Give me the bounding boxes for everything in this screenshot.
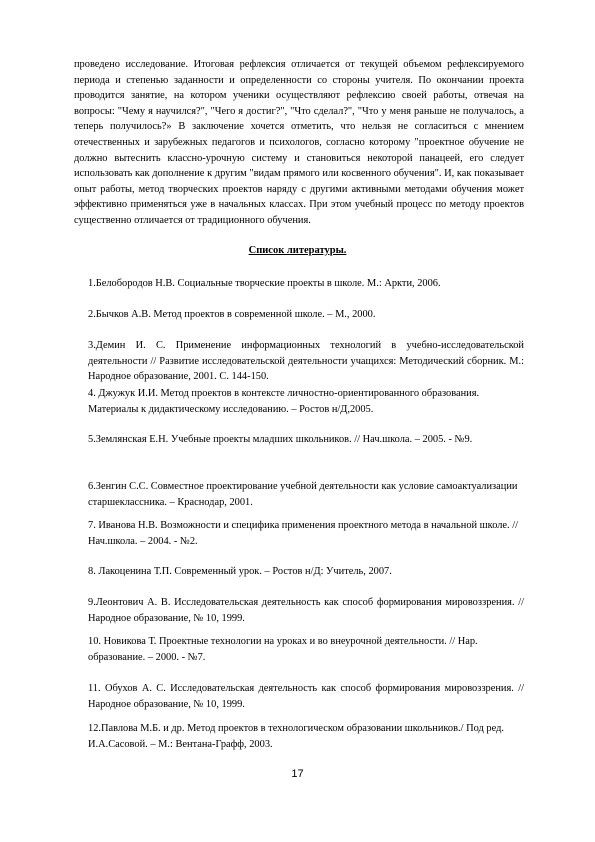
reference-item: 4. Джужук И.И. Метод проектов в контексте личностно-ориентированного образования. Материалы к дидактическому исследованию. – Ростов н/Д,2005.	[88, 388, 480, 415]
references-heading: Список литературы.	[248, 245, 347, 256]
reference-item: 10. Новикова Т. Проектные технологии на уроках и во внеурочной деятельности. // Нар. образование. – 2000. - №7.	[88, 636, 478, 663]
page-number: 17	[291, 768, 304, 780]
reference-item: 3.Демин И. С. Применение информационных технологий в учебно-исследовательской деятельности // Развитие исследовательской деятельности учащихся: Методический сборник. М.: Народное образование, 2001. С. 144-150.	[88, 340, 524, 382]
reference-item: 7. Иванова Н.В. Возможности и специфика применения проектного метода в начальной школе. // Нач.школа. – 2004. - №2.	[88, 520, 519, 547]
body-paragraph: проведено исследование. Итоговая рефлексия отличается от текущей объемом рефлексируемого периода и степенью заданности и определенности со стороны учителя. По окончании проекта проводится занятие, на котором ученики осуществляют рефлексию своей работы, отвечая на вопросы: "Чему я научился?", "Чего я достиг?", "Что сделал?", "Что у меня раньше не получалось, а теперь получилось?» В заключение хочется отметить, что нельзя не согласиться с мнением отечественных и зарубежных педагогов и психологов, согласно которому "проектное обучение не должно вытеснить классно-урочную систему и становиться некоторой панацеей, его следует использовать как дополнение к другим "видам прямого или косвенного обучения". И, как показывает опыт работы, метод творческих проектов наряду с другими активными методами обучения может эффективно применяться уже в начальных классах. При этом учебный процесс по методу проектов существенно отличается от традиционного обучения.	[74, 59, 524, 226]
reference-item: 9.Леонтович А. В. Исследовательская деятельность как способ формирования мировоззрения. // Народное образование, № 10, 1999.	[88, 597, 524, 624]
reference-item: 1.Белобородов Н.В. Социальные творческие проекты в школе. М.: Аркти, 2006.	[88, 278, 441, 289]
reference-item: 8. Лакоценина Т.П. Современный урок. – Ростов н/Д: Учитель, 2007.	[88, 566, 392, 577]
reference-item: 11. Обухов А. С. Исследовательская деятельность как способ формирования мировоззрения. // Народное образование, № 10, 1999.	[88, 683, 524, 710]
reference-item: 12.Павлова М.Б. и др. Метод проектов в технологическом образовании школьников./ Под ред. И.А.Сасовой. – М.: Вентана-Графф, 2003.	[88, 723, 504, 750]
reference-item: 5.Землянская Е.Н. Учебные проекты младших школьников. // Нач.школа. – 2005. - №9.	[88, 434, 473, 445]
reference-item: 6.Зенгин С.С. Совместное проектирование учебной деятельности как условие самоактуализации старшеклассника. – Краснодар, 2001.	[88, 481, 518, 508]
reference-item: 2.Бычков А.В. Метод проектов в современной школе. – М., 2000.	[88, 309, 376, 320]
